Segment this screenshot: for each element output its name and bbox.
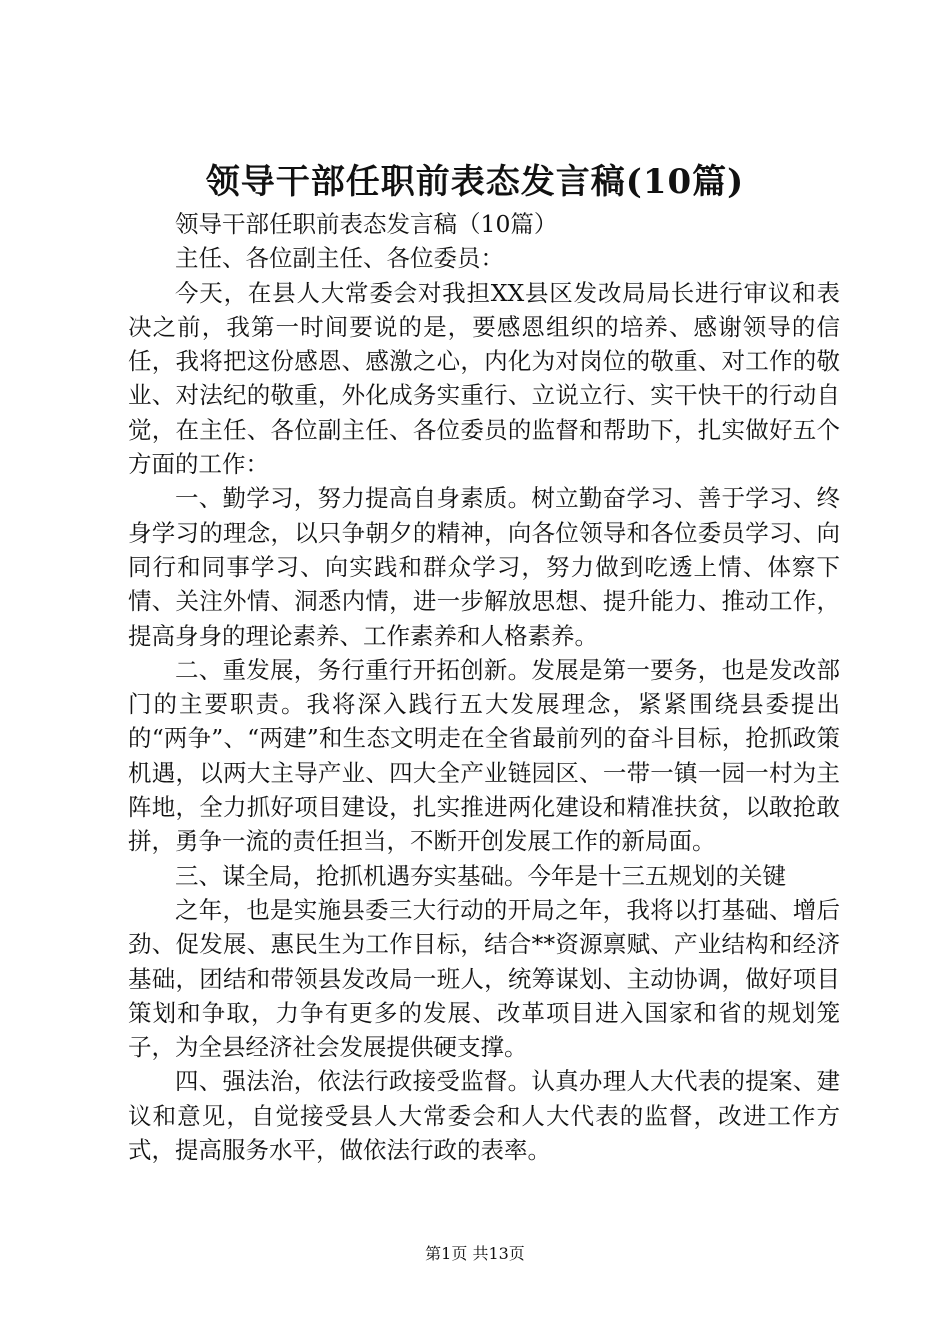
intro-paragraph: 今天，在县人大常委会对我担XX县区发改局局长进行审议和表决之前，我第一时间要说的是，要感恩组织的培养、感谢领导的信任，我将把这份感恩、感激之心，内化为对岗位的敬重、对工作的敬业、对法纪的敬重，外化成务实重行、立说立行、实干快干的行动自觉，在主任、各位副主任、各位委员的监督和帮助下，扎实做好五个方面的工作：: [128, 278, 840, 479]
document-title: 领导干部任职前表态发言稿(10篇): [205, 162, 745, 202]
subtitle-paragraph: 领导干部任职前表态发言稿（10篇）: [175, 210, 558, 238]
point-one-paragraph: 一、勤学习，努力提高自身素质。树立勤奋学习、善于学习、终身学习的理念，以只争朝夕的精神，向各位领导和各位委员学习、向同行和同事学习、向实践和群众学习，努力做到吃透上情、体察下情、关注外情、洞悉内情，进一步解放思想、提升能力、推动工作，提高身身的理论素养、工作素养和人格素养。: [128, 484, 840, 650]
document-body: [128, 207, 840, 1167]
point-three-paragraph: 三、谋全局，抢抓机遇夯实基础。今年是十三五规划的关键: [175, 861, 786, 890]
point-two-paragraph: 二、重发展，务行重行开拓创新。发展是第一要务，也是发改部门的主要职责。我将深入践行五大发展理念，紧紧围绕县委提出的“两争”、“两建”和生态文明走在全省最前列的奋斗目标，抢抓政策机遇，以两大主导产业、四大全产业链园区、一带一镇一园一村为主阵地，全力抓好项目建设，扎实推进两化建设和精准扶贫，以敢抢敢拼，勇争一流的责任担当，不断开创发展工作的新局面。: [128, 655, 840, 856]
page-footer: 第1页 共13页: [425, 1244, 525, 1263]
point-four-paragraph: 四、强法治，依法行政接受监督。认真办理人大代表的提案、建议和意见，自觉接受县人大常委会和人大代表的监督，改进工作方式，提高服务水平，做依法行政的表率。: [128, 1067, 840, 1165]
salutation-paragraph: 主任、各位副主任、各位委员：: [175, 244, 504, 273]
point-three-continued-paragraph: 之年，也是实施县委三大行动的开局之年，我将以打基础、增后劲、促发展、惠民生为工作目标，结合**资源禀赋、产业结构和经济基础，团结和带领县发改局一班人，统筹谋划、主动协调，做好项目策划和争取，力争有更多的发展、改革项目进入国家和省的规划笼子，为全县经济社会发展提供硬支撑。: [128, 895, 840, 1062]
